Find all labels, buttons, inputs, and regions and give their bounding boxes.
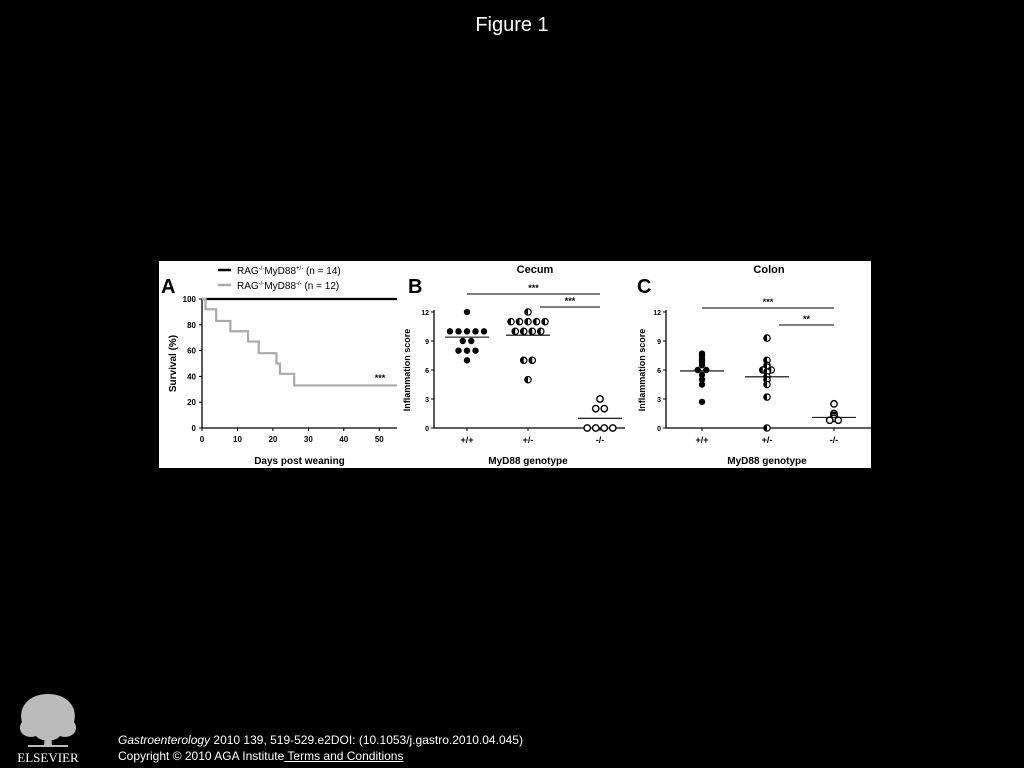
y-tick-label: 9	[425, 339, 429, 346]
x-tick-label-a: 10	[233, 435, 242, 444]
data-point	[764, 381, 770, 387]
terms-link[interactable]: Terms and Conditions	[284, 749, 404, 763]
data-point	[835, 417, 841, 423]
data-point	[764, 425, 770, 431]
legend-a	[218, 266, 341, 292]
data-point	[827, 417, 833, 423]
category-label: +/+	[695, 435, 709, 445]
data-point	[597, 396, 603, 402]
category-label: +/-	[761, 435, 773, 445]
x-tick-label-a: 0	[199, 435, 205, 444]
data-point	[455, 328, 461, 334]
x-tick-label-a: 20	[268, 435, 278, 444]
data-point	[584, 425, 590, 431]
legend-item-1: RAG-/-MyD88+/- (n = 14)	[237, 266, 341, 277]
data-point	[472, 347, 478, 353]
y-tick-label-a: 100	[182, 295, 196, 304]
y-tick-label: 6	[657, 368, 661, 375]
data-point	[538, 328, 544, 334]
cecum-chart	[402, 264, 625, 467]
data-point	[508, 318, 514, 324]
y-tick-label: 12	[421, 310, 429, 317]
data-point	[699, 362, 705, 368]
y-tick-label: 9	[657, 339, 661, 346]
copyright-text: Copyright © 2010 AGA Institute	[118, 749, 285, 763]
journal-name: Gastroenterology	[118, 733, 211, 747]
data-point	[764, 335, 770, 341]
category-label: +/-	[522, 435, 534, 445]
data-point	[699, 399, 705, 405]
citation-line	[118, 732, 523, 748]
category-label: -/-	[829, 435, 839, 445]
chart-title: Colon	[753, 264, 785, 276]
significance-long: ***	[528, 283, 539, 293]
y-tick-label: 3	[657, 397, 661, 404]
y-tick-label-a: 60	[187, 346, 196, 356]
panel-a-letter: A	[161, 276, 176, 298]
data-point	[464, 347, 470, 353]
x-axis-label-a: Days post weaning	[254, 456, 345, 467]
data-point	[764, 394, 770, 400]
x-tick-label-a: 40	[339, 435, 349, 444]
citation-ref: 2010 139, 519-529.e2DOI: (10.1053/j.gastro.2010.04.045)	[210, 733, 523, 747]
data-point	[601, 425, 607, 431]
data-point	[455, 347, 461, 353]
slide-title: Figure 1	[475, 14, 549, 36]
data-point	[447, 328, 453, 334]
data-point	[516, 318, 522, 324]
chart-title: Cecum	[516, 264, 554, 276]
y-tick-label-a: 40	[187, 372, 196, 382]
survival-line-2	[202, 299, 397, 385]
y-axis-label: Inflammation score	[637, 328, 647, 412]
data-point	[601, 405, 607, 411]
data-point	[460, 338, 466, 344]
elsevier-logo	[8, 680, 88, 766]
data-point	[695, 367, 701, 373]
data-point	[533, 318, 539, 324]
significance-short: **	[802, 314, 811, 324]
y-tick-label: 6	[425, 368, 429, 375]
data-point	[464, 357, 470, 363]
data-point	[472, 328, 478, 334]
data-point	[542, 318, 548, 324]
significance-short: ***	[564, 296, 576, 306]
y-axis-label: Inflammation score	[402, 328, 412, 412]
data-point	[525, 309, 531, 315]
panel-c-letter: C	[637, 276, 652, 298]
data-point	[464, 309, 470, 315]
x-tick-label-a: 50	[374, 435, 384, 444]
survival-chart	[168, 295, 397, 467]
data-point	[481, 328, 487, 334]
data-point	[525, 376, 531, 382]
y-axis-label-a: Survival (%)	[168, 334, 179, 393]
y-tick-label-a: 20	[187, 398, 196, 408]
x-tick-label-a: 30	[303, 435, 313, 444]
significance-long: ***	[762, 297, 774, 307]
data-point	[593, 425, 599, 431]
colon-chart	[637, 264, 871, 467]
legend-item-2: RAG-/-MyD88-/- (n = 12)	[237, 281, 340, 292]
data-point	[525, 318, 531, 324]
significance-a: ***	[374, 373, 386, 383]
x-axis-label: MyD88 genotype	[727, 456, 807, 467]
category-label: -/-	[595, 435, 605, 445]
data-point	[512, 328, 518, 334]
data-point	[529, 357, 535, 363]
x-axis-label: MyD88 genotype	[488, 456, 568, 467]
data-point	[529, 328, 535, 334]
data-point	[521, 357, 527, 363]
y-tick-label-a: 80	[187, 320, 196, 330]
data-point	[593, 405, 599, 411]
panel-b-letter: B	[408, 276, 423, 298]
data-point	[468, 338, 474, 344]
data-point	[521, 328, 527, 334]
data-point	[699, 381, 705, 387]
category-label: +/+	[460, 435, 474, 445]
data-point	[831, 401, 837, 407]
data-point	[610, 425, 616, 431]
citation	[118, 732, 523, 764]
y-tick-label-a: 0	[191, 424, 196, 433]
y-tick-label: 12	[653, 310, 661, 317]
data-point	[464, 328, 470, 334]
copyright-line	[118, 748, 523, 764]
y-tick-label: 3	[425, 397, 429, 404]
figure-svg	[159, 261, 871, 468]
figure-panel	[159, 261, 871, 468]
y-tick-label: 0	[425, 426, 429, 433]
y-tick-label: 0	[657, 426, 661, 433]
data-point	[703, 367, 709, 373]
logo-text: ELSEVIER	[17, 750, 79, 765]
